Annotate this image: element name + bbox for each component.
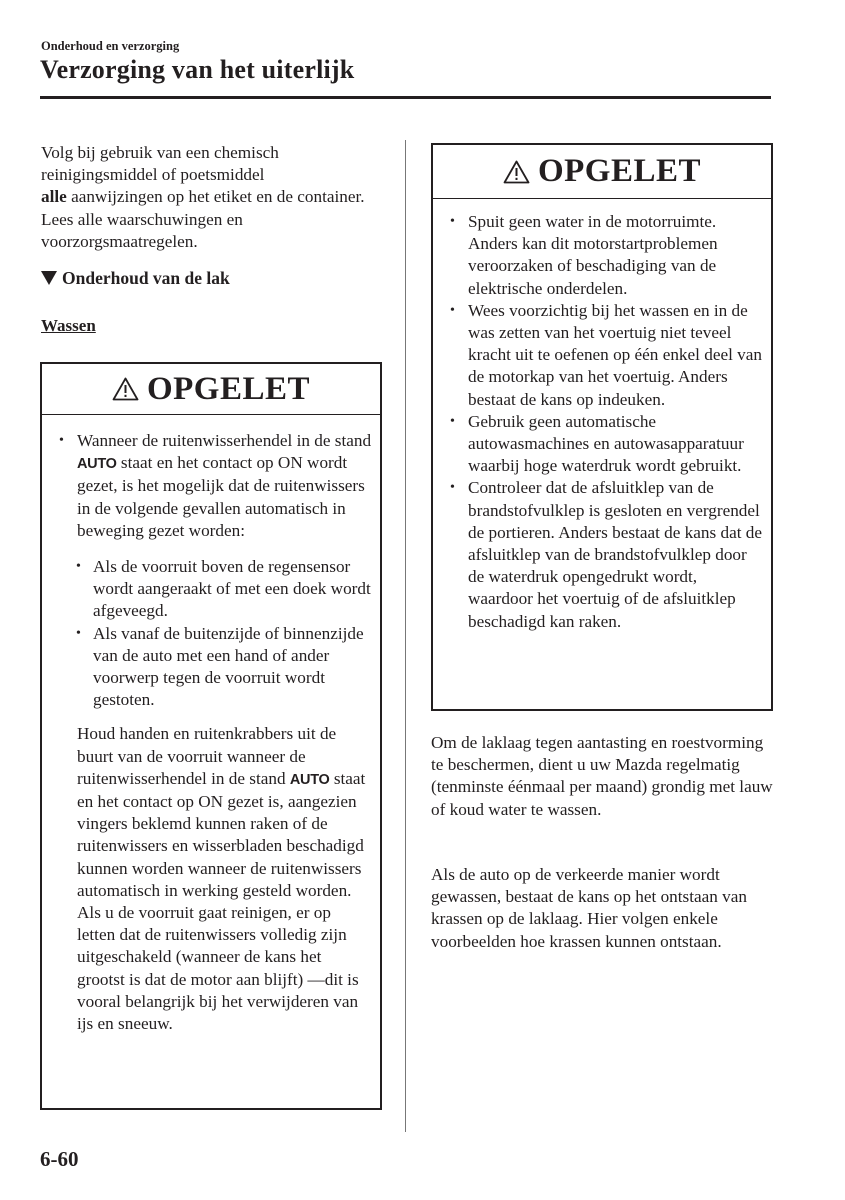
caution-paragraph: Houd handen en ruitenkrabbers uit de buurt van de voorruit wanneer de ruitenwisserhendel in de stand AUTO staat en het contact op ON gezet is, aangezien vingers beklemd kunnen raken of de ruitenwissers en wisserbladen beschadigd kunnen worden wanneer de ruitenwissers automatisch in werking gesteld worden.: [77, 724, 366, 900]
caution-box-left: [40, 362, 382, 1110]
auto-label: AUTO: [289, 771, 330, 788]
caution-item: • Controleer dat de afsluitklep van de brandstofvulklep is gesloten en vergrendel de portieren. Anders bestaat de kans dat de afsluitklep van de brandstofvulklep door de waterdruk opengedrukt wordt, waardoor het voertuig of de afsluitklep beschadigd kan raken.: [433, 477, 765, 632]
wash-heading: Wassen: [41, 316, 96, 335]
caution-item: • Wees voorzichtig bij het wassen en in de was zetten van het voertuig niet teveel kracht uit te oefenen op één enkel deel van de motorkap van het voertuig. Anders bestaat de kans op indeuken.: [433, 300, 765, 411]
intro-bold-word: alle: [41, 187, 67, 207]
caution-item: • Gebruik geen automatische autowasmachines en autowasapparatuur waarbij hoge waterdruk wordt gebruikt.: [433, 411, 765, 478]
subheading-label: Onderhoud van de lak: [62, 268, 230, 288]
intro-line-1: Volg bij gebruik van een chemisch: [41, 143, 279, 162]
caution-paragraph: Als u de voorruit gaat reinigen, er op letten dat de ruitenwissers volledig zijn uitgeschakeld (wanneer de kans het grootst is dat de motor aan blijft) —dit is vooral belangrijk bij het verwijderen van ijs en sneeuw.: [77, 903, 359, 1034]
caution-body: [433, 199, 771, 633]
caution-header: [433, 145, 771, 199]
auto-label: AUTO: [77, 456, 117, 473]
subheading-paint-care: [41, 268, 230, 289]
caution-header: [42, 364, 380, 415]
triangle-down-icon: [41, 271, 57, 285]
warning-triangle-icon: [112, 377, 139, 401]
intro-rest: aanwijzingen op het etiket en de container. Lees alle waarschuwingen en voorzorgsmaatregelen.: [41, 187, 365, 251]
caution-item: • Spuit geen water in de motorruimte. Anders kan dit motorstartproblemen veroorzaken of beschadiging van de elektrische onderdelen.: [433, 211, 765, 300]
caution-title: OPGELET: [537, 153, 702, 189]
caution-item: • Wanneer de ruitenwisserhendel in de stand AUTO staat en het contact op ON wordt gezet, is het mogelijk dat de ruitenwissers in de volgende gevallen automatisch in beweging gezet worden:: [42, 430, 372, 542]
page-title: Verzorging van het uiterlijk: [40, 55, 355, 84]
caution-sub-item: • Als de voorruit boven de regensensor wordt aangeraakt of met een doek wordt afgeveegd.: [42, 556, 372, 623]
caution-box-right: [431, 143, 773, 711]
title-rule: [40, 96, 771, 99]
intro-line-2: reinigingsmiddel of poetsmiddel: [41, 165, 265, 185]
body-paragraph: Om de laklaag tegen aantasting en roestvorming te beschermen, dient u uw Mazda regelmatig (tenminste éénmaal per maand) grondig met lauw of koud water te wassen.: [431, 733, 773, 819]
section-label: Onderhoud en verzorging: [41, 39, 180, 53]
intro-paragraph: [41, 142, 386, 253]
caution-body: [42, 415, 380, 1035]
warning-triangle-icon: [503, 160, 530, 184]
page-number: 6-60: [40, 1147, 79, 1171]
caution-sub-item: • Als vanaf de buitenzijde of binnenzijde van de auto met een hand of ander voorwerp tegen de voorruit wordt gestoten.: [42, 623, 372, 712]
column-divider: [405, 140, 406, 1132]
body-paragraph: Als de auto op de verkeerde manier wordt gewassen, bestaat de kans op het ontstaan van krassen op de laklaag. Hier volgen enkele voorbeelden hoe krassen kunnen ontstaan.: [431, 865, 747, 951]
caution-title: OPGELET: [146, 370, 311, 407]
